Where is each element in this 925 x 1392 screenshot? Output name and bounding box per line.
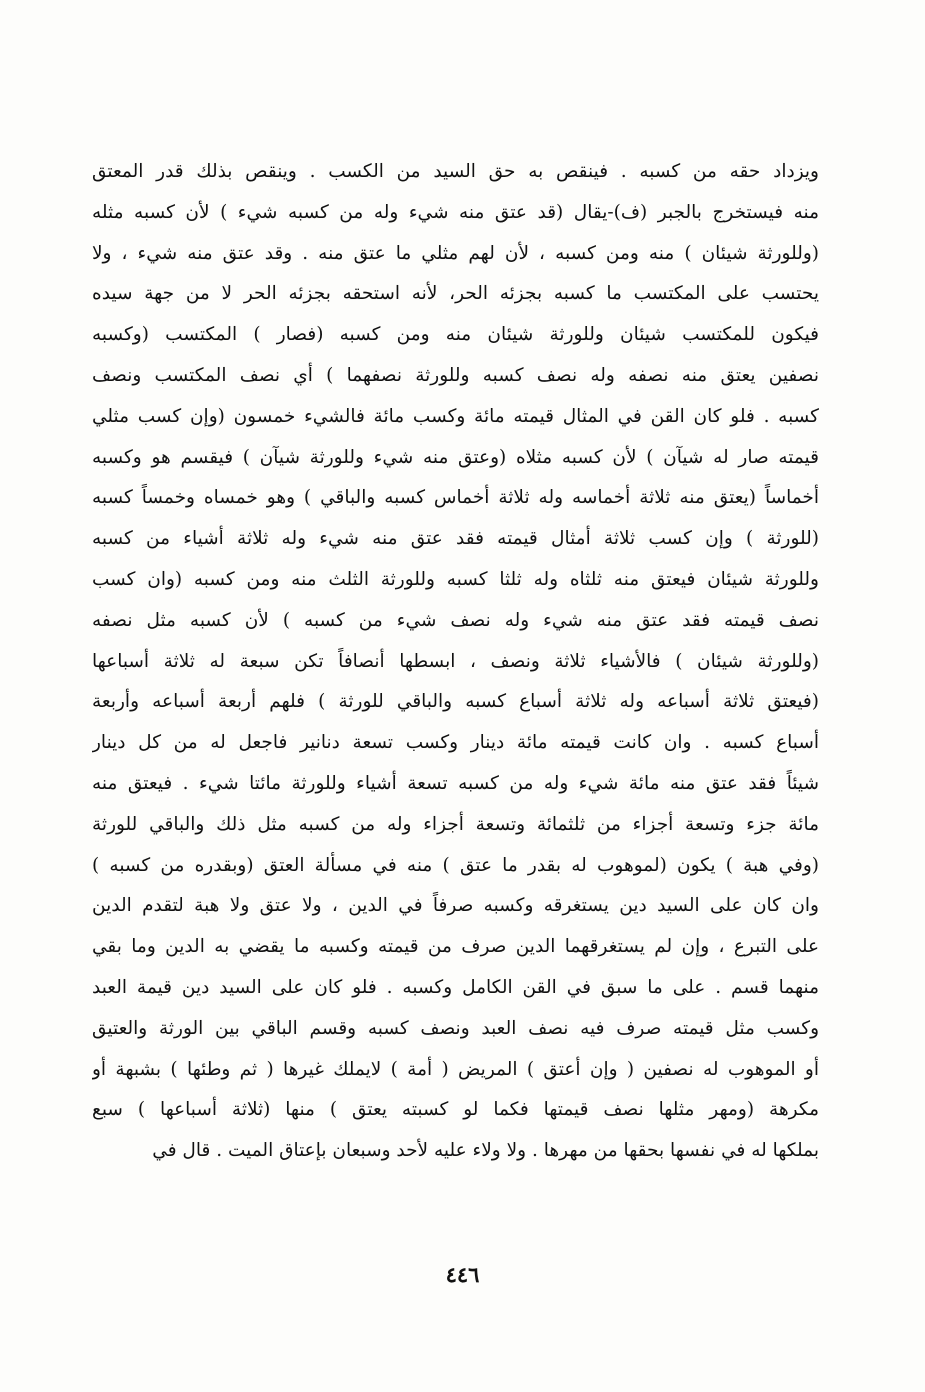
text-line: وان كان على السيد دين يستغرقه وكسبه صرفاً في الدين ، ولا عتق ولا هبة لتقدم الدين — [92, 895, 819, 917]
body-text — [92, 152, 819, 1172]
text-line: وللورثة شيئان فيعتق منه ثلثاه وله ثلثا كسبه وللورثة الثلث منه ومن كسبه (وان كسب — [92, 568, 819, 590]
text-line: (للورثة ) وإن كسب ثلاثة أمثال قيمته فقد عتق منه شيء وله ثلاثة أشياء من كسبه — [92, 528, 819, 550]
text-line: كسبه . فلو كان القن في المثال قيمته مائة وكسب مائة فالشيء خمسون (وإن كسب مثلي — [92, 405, 819, 427]
text-line: فيكون للمكتسب شيئان وللورثة شيئان منه ومن كسبه (فصار ) المكتسب (وكسبه — [92, 324, 819, 346]
text-line: منه فيستخرج بالجبر (ف)-يقال (قد عتق منه شيء وله من كسبه شيء ) لأن كسبه مثله — [92, 201, 819, 223]
text-line: وكسب مثل قيمته صرف فيه نصف العبد ونصف كسبه وقسم الباقي بين الورثة والعتيق — [92, 1017, 819, 1039]
text-line: (وفي هبة ) يكون (لموهوب له بقدر ما عتق ) منه في مسألة العتق (وبقدره من كسبه ) — [92, 854, 819, 876]
text-line: أخماساً (يعتق منه ثلاثة أخماسه وله ثلاثة أخماس كسبه والباقي ) وهو خمساه وخمساً كسبه — [92, 487, 819, 509]
text-line: منهما قسم . على ما سبق في القن الكامل وكسبه . فلو كان على السيد دين قيمة العبد — [92, 976, 819, 998]
text-line: نصفين يعتق منه نصفه وله نصف كسبه وللورثة نصفهما ) أي نصف المكتسب ونصف — [92, 364, 819, 386]
page-number: ٤٤٦ — [445, 1262, 480, 1287]
text-line: بملكها له في نفسها بحقها من مهرها . ولا ولاء عليه لأحد وسبعان بإعتاق الميت . قال في — [152, 1140, 819, 1162]
text-line: يحتسب على المكتسب ما كسبه بجزئه الحر، لأنه استحقه بجزئه الحر لا من جهة سيده — [92, 283, 819, 305]
text-line: قيمته صار له شيآن ) لأن كسبه مثلاه (وعتق منه شيء وللورثة شيآن ) فيقسم هو وكسبه — [92, 446, 819, 468]
text-line: (فيعتق ثلاثة أسباعه وله ثلاثة أسباع كسبه والباقي للورثة ) فلهم أربعة أسباعه وأربعة — [92, 691, 819, 713]
text-line: ويزداد حقه من كسبه . فينقص به حق السيد من الكسب . وينقص بذلك قدر المعتق — [92, 161, 819, 182]
text-line: شيئاً فقد عتق منه مائة شيء وله من كسبه تسعة أشياء وللورثة مائتا شيء . فيعتق منه — [92, 772, 819, 794]
text-line: على التبرع ، وإن لم يستغرقهما الدين صرف من قيمته وكسبه ما يقضي به الدين وما بقي — [92, 936, 819, 958]
text-line: (وللورثة شيئان ) منه ومن كسبه ، لأن لهم مثلي ما عتق منه . وقد عتق منه شيء ، ولا — [92, 242, 819, 264]
text-line: (وللورثة شيئان ) فالأشياء ثلاثة ونصف ، ابسطها أنصافاً تكن سبعة له ثلاثة أسباعها — [92, 650, 819, 672]
text-line: مائة جزء وتسعة أجزاء من ثلثمائة وتسعة أجزاء وله من كسبه مثل ذلك والباقي للورثة — [92, 813, 819, 835]
text-line: نصف قيمته فقد عتق منه شيء وله نصف شيء من كسبه ) لأن كسبه مثل نصفه — [92, 609, 819, 631]
text-line: أو الموهوب له نصفين ( وإن أعتق ) المريض ( أمة ) لايملك غيرها ( ثم وطئها ) بشبهة أو — [92, 1058, 819, 1080]
text-line: أسباع كسبه . وان كانت قيمته مائة دينار وكسب تسعة دنانير فاجعل له من كل دينار — [92, 732, 819, 754]
text-line: مكرهة (ومهر مثلها نصف قيمتها فكما لو كسبته يعتق ) منها (ثلاثة أسباعها ) سبع — [92, 1099, 819, 1121]
